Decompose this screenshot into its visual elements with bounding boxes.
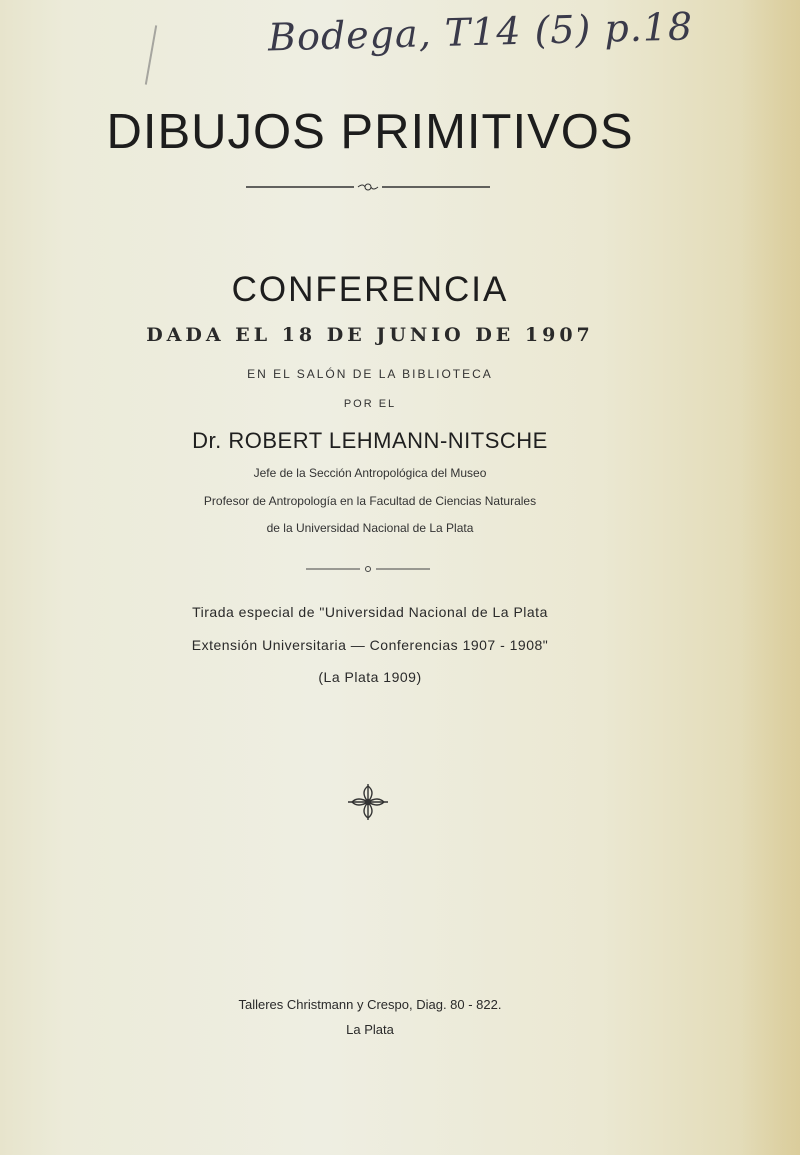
book-title: DIBUJOS PRIMITIVOS [106, 105, 634, 159]
lecture-venue: EN EL SALÓN DE LA BIBLIOTECA [247, 367, 493, 381]
edition-note-line-3: (La Plata 1909) [318, 669, 422, 685]
ornamental-rule-top [246, 180, 490, 194]
printer-line-1: Talleres Christmann y Crespo, Diag. 80 - 822. [238, 997, 502, 1012]
author-affiliation-3: de la Universidad Nacional de La Plata [266, 521, 474, 535]
ornamental-rule-middle [306, 563, 430, 575]
page-edge-shading [740, 0, 800, 1155]
by-line: POR EL [343, 398, 397, 410]
author-affiliation-1: Jefe de la Sección Antropológica del Museo [253, 466, 487, 480]
author-name: Dr. ROBERT LEHMANN-NITSCHE [192, 428, 548, 453]
lecture-date: DADA EL 18 DE JUNIO DE 1907 [146, 324, 594, 346]
printer-line-2: La Plata [346, 1022, 394, 1037]
handwritten-shelfmark: Bodega, T14 (5) p.18 [267, 4, 694, 60]
pencil-stroke [145, 25, 157, 84]
edition-note-line-2: Extensión Universitaria — Conferencias 1907 - 1908" [191, 637, 549, 653]
lecture-heading: CONFERENCIA [231, 270, 509, 309]
floral-ornament-icon [344, 780, 392, 824]
edition-note-line-1: Tirada especial de "Universidad Nacional de La Plata [192, 604, 548, 620]
author-affiliation-2: Profesor de Antropología en la Facultad de Ciencias Naturales [203, 494, 537, 508]
